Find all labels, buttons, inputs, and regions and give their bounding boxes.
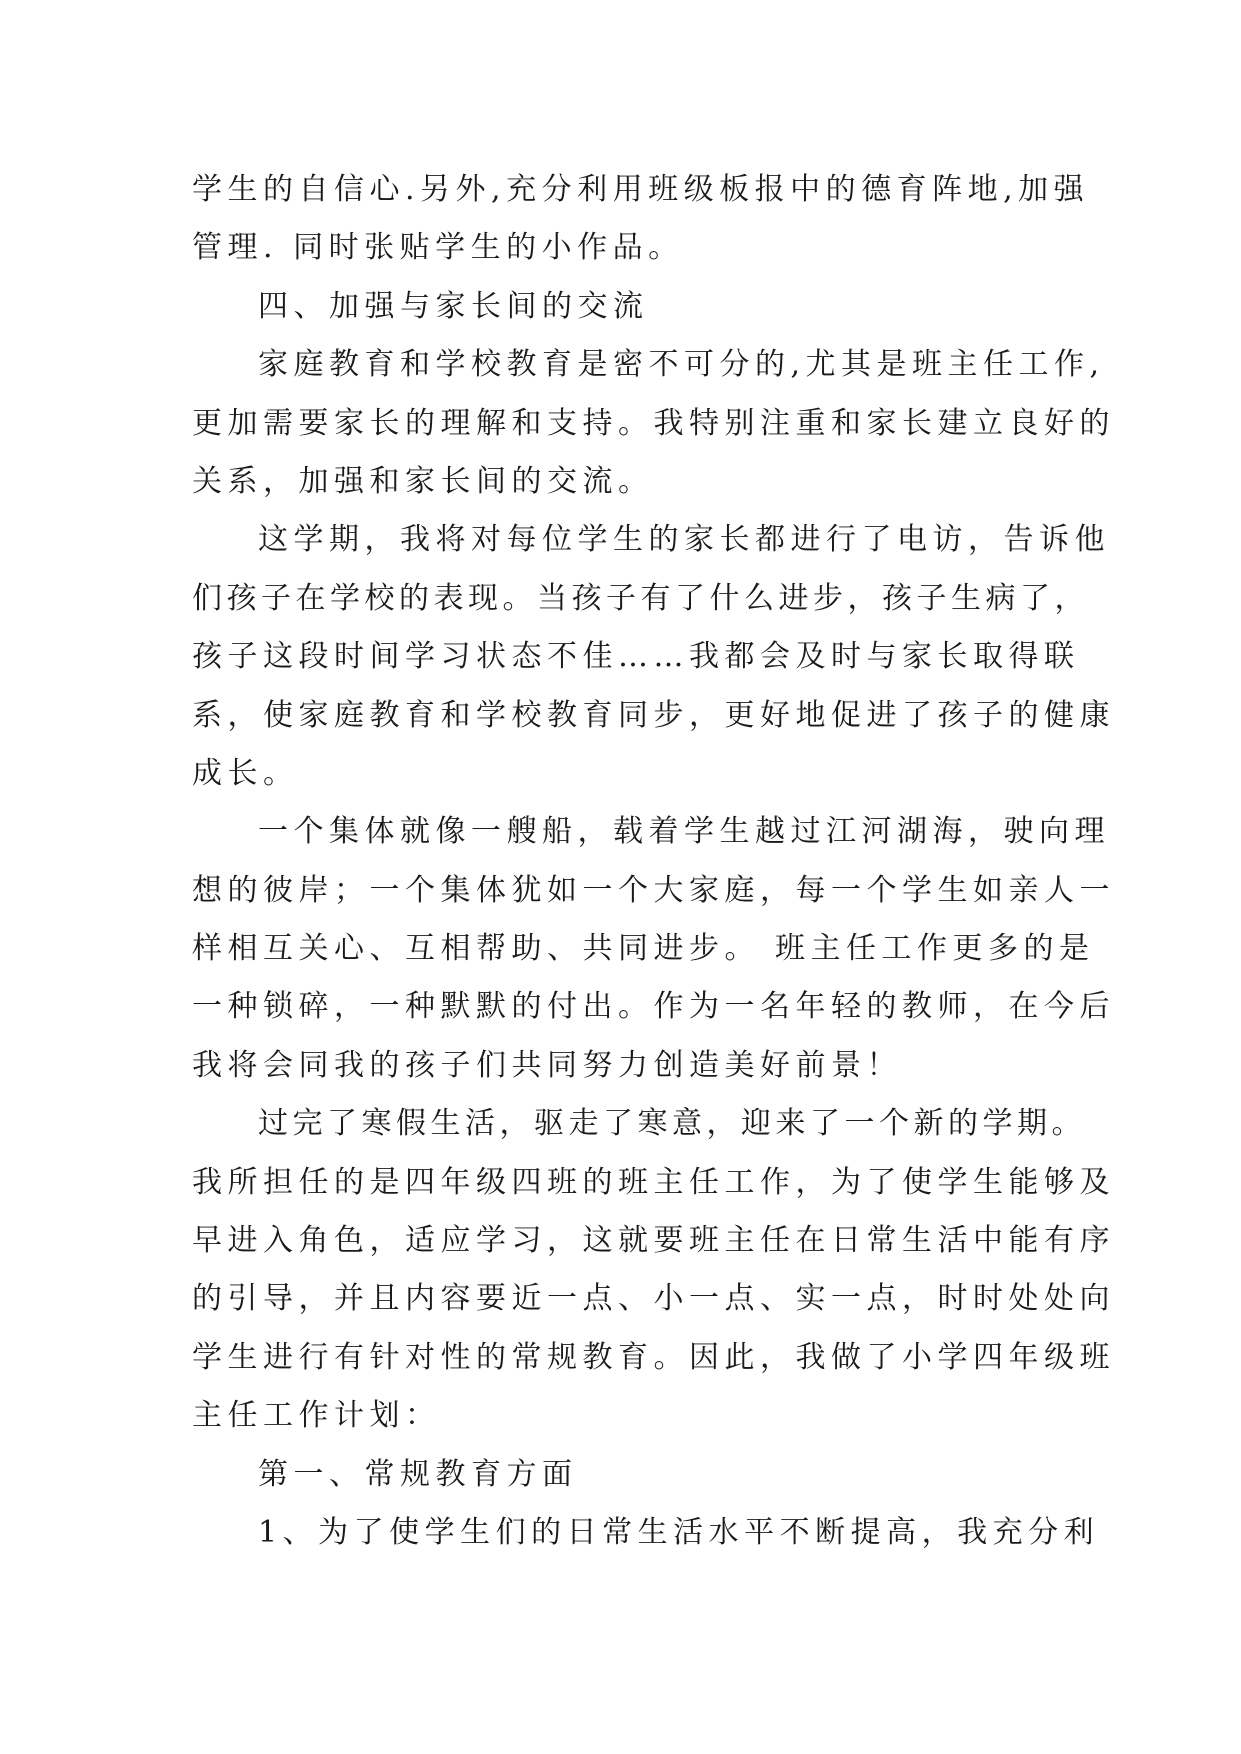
text-line: 1、为了使学生们的日常生活水平不断提高，我充分利	[258, 1514, 1100, 1550]
text-line: 更加需要家长的理解和支持。我特别注重和家长建立良好的	[192, 405, 1115, 441]
text-line: 系，使家庭教育和学校教育同步，更好地促进了孩子的健康	[192, 697, 1115, 733]
text-line: 我将会同我的孩子们共同努力创造美好前景！	[192, 1047, 902, 1083]
text-line: 想的彼岸；一个集体犹如一个大家庭，每一个学生如亲人一	[192, 872, 1115, 908]
text-line: 主任工作计划：	[192, 1398, 441, 1434]
text-line: 一个集体就像一艘船，载着学生越过江河湖海，驶向理	[258, 814, 1110, 850]
text-line: 一种锁碎，一种默默的付出。作为一名年轻的教师，在今后	[192, 989, 1115, 1025]
text-line: 样相互关心、互相帮助、共同进步。 班主任工作更多的是	[192, 931, 1095, 967]
text-line: 早进入角色，适应学习，这就要班主任在日常生活中能有序	[192, 1223, 1115, 1259]
text-line: 孩子这段时间学习状态不佳……我都会及时与家长取得联	[192, 639, 1080, 675]
text-line: 家庭教育和学校教育是密不可分的,尤其是班主任工作,	[258, 347, 1105, 383]
text-line: 过完了寒假生活，驱走了寒意，迎来了一个新的学期。	[258, 1106, 1086, 1142]
text-line: 成长。	[192, 755, 299, 791]
text-line: 学生进行有针对性的常规教育。因此，我做了小学四年级班	[192, 1339, 1115, 1375]
text-line: 们孩子在学校的表现。当孩子有了什么进步，孩子生病了，	[192, 580, 1089, 616]
text-line: 学生的自信心.另外,充分利用班级板报中的德育阵地,加强	[192, 172, 1090, 207]
text-line: 的引导，并且内容要近一点、小一点、实一点，时时处处向	[192, 1281, 1115, 1317]
text-line: 我所担任的是四年级四班的班主任工作，为了使学生能够及	[192, 1164, 1115, 1200]
text-line: 这学期，我将对每位学生的家长都进行了电访，告诉他	[258, 522, 1110, 558]
text-line: 管理. 同时张贴学生的小作品。	[192, 230, 684, 266]
section-heading: 第一、常规教育方面	[258, 1456, 578, 1492]
text-line: 关系，加强和家长间的交流。	[192, 463, 654, 499]
document-body	[192, 161, 1115, 1562]
section-heading: 四、加强与家长间的交流	[258, 288, 649, 324]
